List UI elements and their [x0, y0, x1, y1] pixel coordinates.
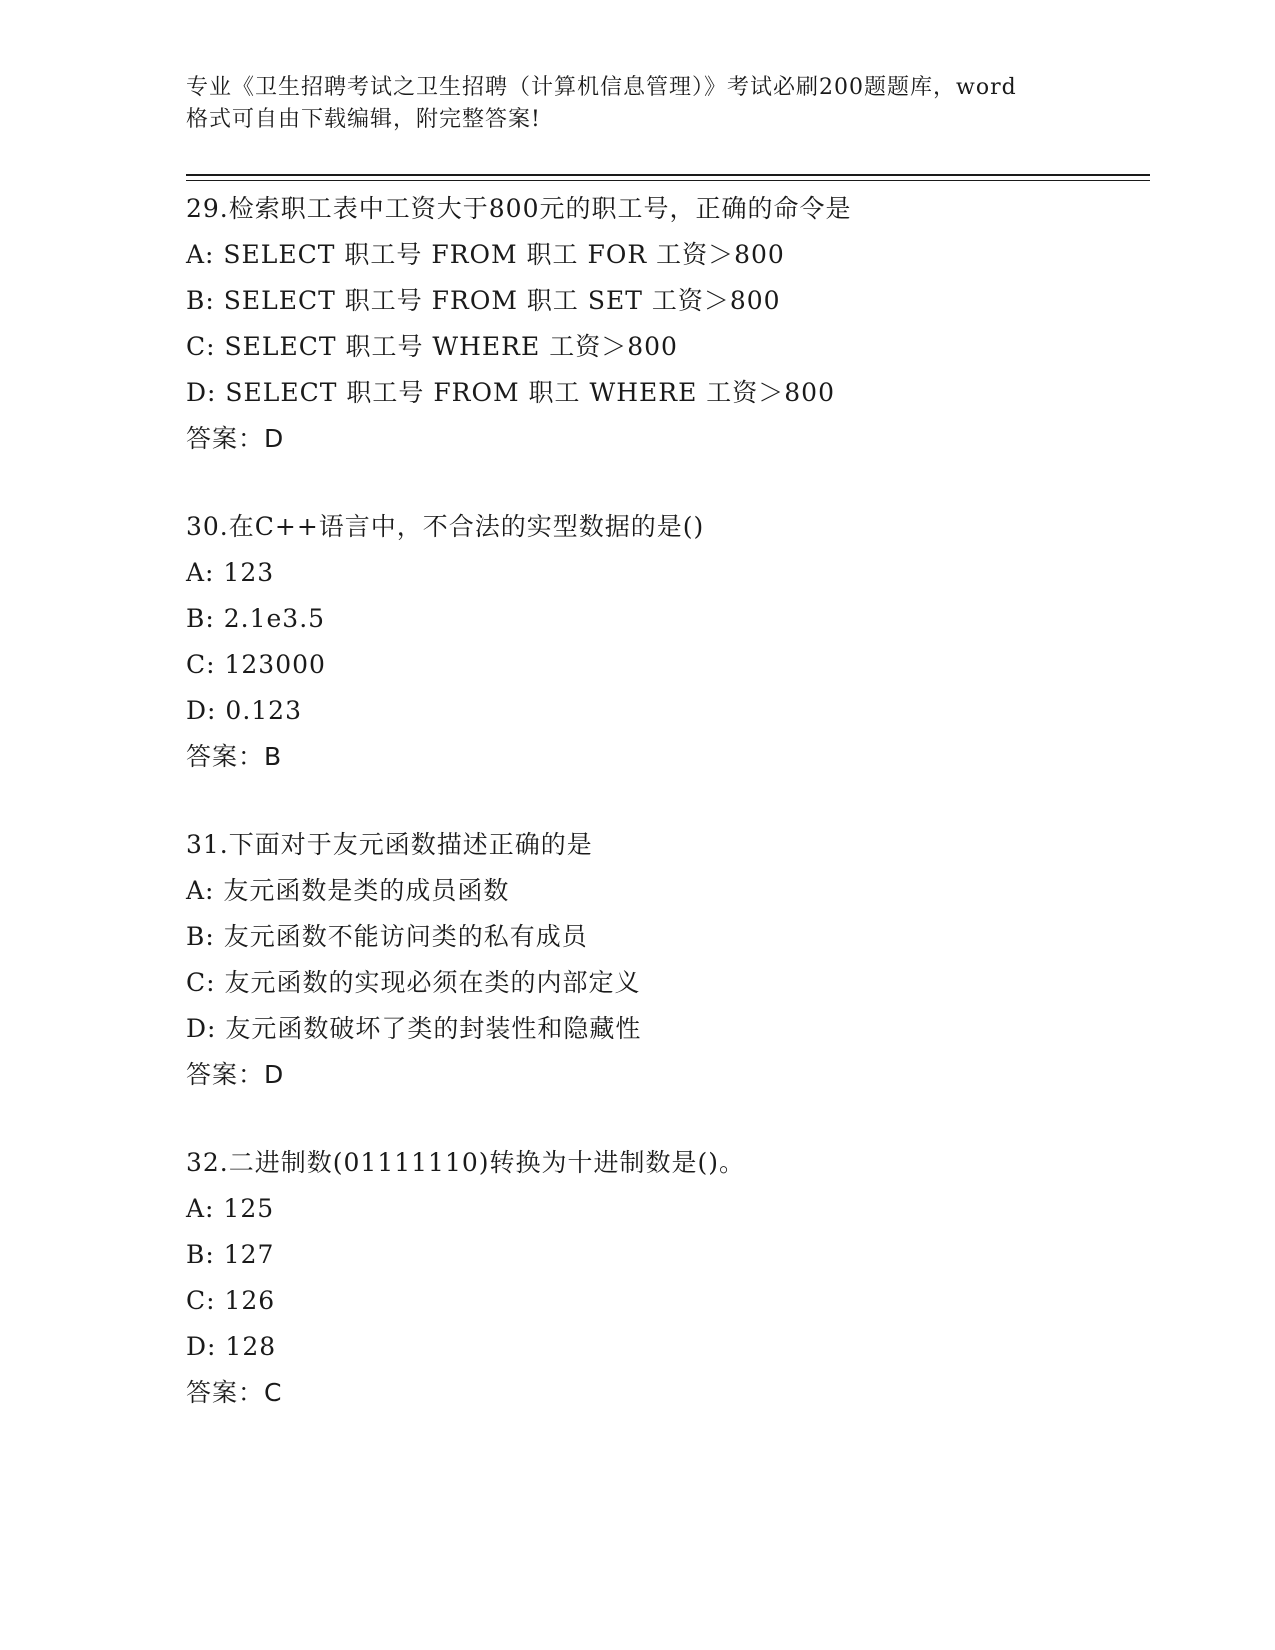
- header-line-1: 专业《卫生招聘考试之卫生招聘（计算机信息管理）》考试必刷200题题库，word: [186, 75, 1017, 100]
- option-d: D: 友元函数破坏了类的封装性和隐藏性: [186, 1014, 642, 1043]
- question-list: [186, 186, 1146, 1458]
- question-stem: 30.在C++语言中，不合法的实型数据的是(): [186, 512, 705, 541]
- option-d: D: 0.123: [186, 696, 302, 725]
- option-d: D: SELECT 职工号 FROM 职工 WHERE 工资＞800: [186, 378, 835, 407]
- document-header: [186, 72, 1086, 136]
- option-c: C: 123000: [186, 650, 326, 679]
- option-c: C: 126: [186, 1286, 276, 1315]
- answer-line: 答案：D: [186, 1060, 285, 1089]
- question-30: [186, 504, 1146, 780]
- option-b: B: SELECT 职工号 FROM 职工 SET 工资＞800: [186, 286, 781, 315]
- option-b: B: 2.1e3.5: [186, 604, 326, 633]
- answer-line: 答案：C: [186, 1378, 283, 1407]
- question-stem: 31.下面对于友元函数描述正确的是: [186, 830, 593, 859]
- question-stem: 32.二进制数(01111110)转换为十进制数是()。: [186, 1148, 746, 1177]
- option-a: A: 友元函数是类的成员函数: [186, 876, 510, 905]
- option-b: B: 127: [186, 1240, 275, 1269]
- option-d: D: 128: [186, 1332, 277, 1361]
- answer-line: 答案：B: [186, 742, 283, 771]
- question-29: [186, 186, 1146, 462]
- option-c: C: 友元函数的实现必须在类的内部定义: [186, 968, 641, 997]
- option-c: C: SELECT 职工号 WHERE 工资＞800: [186, 332, 678, 361]
- option-a: A: 123: [186, 558, 275, 587]
- header-divider-thin: [186, 180, 1150, 181]
- question-32: [186, 1140, 1146, 1416]
- answer-line: 答案：D: [186, 424, 285, 453]
- question-31: [186, 822, 1146, 1098]
- header-line-2: 格式可自由下载编辑，附完整答案!: [186, 107, 541, 132]
- option-a: A: SELECT 职工号 FROM 职工 FOR 工资＞800: [186, 240, 785, 269]
- header-divider-thick: [186, 174, 1150, 176]
- option-a: A: 125: [186, 1194, 275, 1223]
- question-stem: 29.检索职工表中工资大于800元的职工号，正确的命令是: [186, 194, 852, 223]
- option-b: B: 友元函数不能访问类的私有成员: [186, 922, 588, 951]
